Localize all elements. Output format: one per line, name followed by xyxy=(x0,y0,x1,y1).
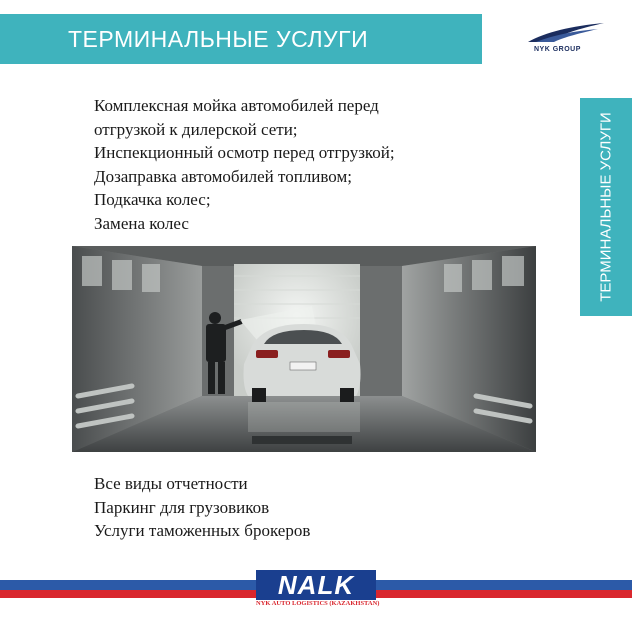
service-line: Комплексная мойка автомобилей перед xyxy=(94,96,379,115)
nyk-group-logo xyxy=(516,20,606,56)
nalk-logo xyxy=(256,570,380,607)
nalk-logo-text: NALK xyxy=(256,570,376,600)
extra-services-list xyxy=(94,472,310,543)
extra-service-line: Услуги таможенных брокеров xyxy=(94,521,311,540)
service-line: Подкачка колес; xyxy=(94,190,211,209)
side-tab xyxy=(580,98,632,316)
services-list xyxy=(94,94,395,235)
nalk-logo-subtitle: NYK AUTO LOGISTICS (KAZAKHSTAN) xyxy=(256,600,380,607)
service-line: Замена колес xyxy=(94,213,189,233)
nyk-logo-text: NYK GROUP xyxy=(534,46,581,53)
service-line: Инспекционный осмотр перед отгрузкой; xyxy=(94,143,395,162)
bird-icon xyxy=(516,20,606,48)
page-title: ТЕРМИНАЛЬНЫЕ УСЛУГИ xyxy=(68,25,369,52)
extra-service-line: Паркинг для грузовиков xyxy=(94,497,270,517)
side-tab-label: ТЕРМИНАЛЬНЫЕ УСЛУГИ xyxy=(597,112,615,302)
header-banner xyxy=(0,14,482,64)
extra-service-line: Все виды отчетности xyxy=(94,474,248,493)
car-wash-photo xyxy=(72,246,536,452)
service-line: отгрузкой к дилерской сети; xyxy=(94,119,298,139)
service-line: Дозаправка автомобилей топливом; xyxy=(94,166,352,186)
